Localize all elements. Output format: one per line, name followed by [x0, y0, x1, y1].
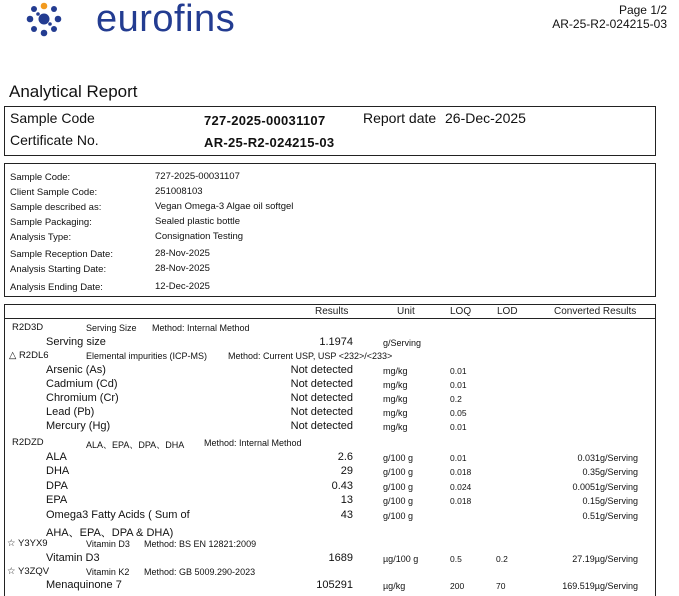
result-value: Not detected: [290, 392, 353, 404]
loq-value: 0.5: [450, 554, 462, 564]
sample-info-value: 727-2025-00031107: [155, 171, 240, 182]
analyte-name: ALA: [46, 451, 67, 463]
lod-value: 70: [496, 581, 506, 591]
analyte-name: DHA: [46, 465, 70, 477]
group-code: ☆ Y3YX9: [7, 538, 48, 549]
unit-value: g/100 g: [383, 452, 414, 463]
sample-info-value: 12-Dec-2025: [155, 281, 210, 292]
analyte-name: EPA: [46, 494, 68, 506]
group-method: Method: BS EN 12821:2009: [144, 538, 257, 549]
converted-value: 169.519µg/Serving: [562, 580, 638, 591]
report-title: Analytical Report: [9, 82, 138, 101]
col-results: Results: [315, 306, 349, 317]
group-method: Method: GB 5009.290-2023: [144, 566, 256, 577]
unit-value: µg/kg: [383, 580, 406, 591]
report-reference: AR-25-R2-024215-03: [552, 17, 667, 31]
analyte-name: Lead (Pb): [46, 406, 95, 418]
group-method: Method: Internal Method: [204, 437, 302, 448]
result-value: Not detected: [290, 406, 353, 418]
table-header-divider: [4, 318, 656, 319]
analyte-name: Arsenic (As): [46, 364, 106, 376]
unit-value: g/100 g: [383, 481, 414, 492]
group-method: Method: Internal Method: [152, 322, 250, 333]
page-number: Page 1/2: [618, 3, 667, 17]
sample-info-label: Sample Reception Date:: [10, 249, 113, 260]
result-value: 43: [340, 509, 353, 521]
unit-value: mg/kg: [383, 365, 408, 376]
sample-info-label: Analysis Starting Date:: [10, 264, 107, 275]
result-value: Not detected: [290, 378, 353, 390]
converted-value: 0.35g/Serving: [582, 466, 638, 477]
group-name: Elemental impurities (ICP-MS): [86, 350, 208, 361]
result-value: 2.6: [337, 451, 353, 463]
loq-value: 0.05: [450, 408, 467, 418]
col-lod: LOD: [497, 306, 518, 317]
sample-info-value: Sealed plastic bottle: [155, 216, 241, 227]
converted-value: 27.19µg/Serving: [572, 553, 638, 564]
loq-value: 0.018: [450, 467, 472, 477]
converted-value: 0.031g/Serving: [577, 452, 638, 463]
eurofins-logo: [24, 0, 236, 40]
converted-value: 0.15g/Serving: [582, 495, 638, 506]
result-value: Not detected: [290, 364, 353, 376]
report-date-value: 26-Dec-2025: [445, 110, 526, 126]
sample-info-value: 28-Nov-2025: [155, 248, 210, 259]
result-value: 29: [340, 465, 353, 477]
lod-value: 0.2: [496, 554, 508, 564]
certificate-label: Certificate No.: [10, 132, 99, 148]
unit-value: mg/kg: [383, 393, 408, 404]
group-name: ALA、EPA、DPA、DHA: [86, 439, 185, 450]
unit-value: mg/kg: [383, 407, 408, 418]
group-code: ☆ Y3ZQV: [7, 566, 50, 577]
certificate-value: AR-25-R2-024215-03: [204, 135, 335, 150]
group-name: Vitamin D3: [86, 538, 130, 549]
analyte-name-cont: AHA、EPA、DPA & DHA): [46, 527, 174, 539]
col-converted: Converted Results: [554, 306, 637, 317]
loq-value: 0.01: [450, 366, 467, 376]
analyte-name: Vitamin D3: [46, 552, 100, 564]
group-name: Serving Size: [86, 322, 137, 333]
analyte-name: Serving size: [46, 336, 106, 348]
unit-value: µg/100 g: [383, 553, 419, 564]
analyte-name: Menaquinone 7: [46, 579, 122, 591]
converted-value: 0.51g/Serving: [582, 510, 638, 521]
result-value: 13: [340, 494, 353, 506]
group-code: R2DZD: [12, 437, 44, 448]
sample-info-box: [4, 163, 656, 297]
converted-value: 0.0051g/Serving: [572, 481, 638, 492]
sample-code-label: Sample Code: [10, 110, 95, 126]
col-unit: Unit: [397, 306, 415, 317]
loq-value: 200: [450, 581, 465, 591]
unit-value: g/Serving: [383, 337, 422, 348]
group-code: R2D3D: [12, 322, 44, 333]
unit-value: g/100 g: [383, 495, 414, 506]
sample-info-label: Analysis Ending Date:: [10, 282, 103, 293]
analyte-name: Omega3 Fatty Acids ( Sum of: [46, 509, 190, 521]
sample-code-value: 727-2025-00031107: [204, 113, 326, 128]
unit-value: g/100 g: [383, 510, 414, 521]
analyte-name: Mercury (Hg): [46, 420, 111, 432]
loq-value: 0.01: [450, 422, 467, 432]
sample-info-value: 28-Nov-2025: [155, 263, 210, 274]
loq-value: 0.01: [450, 380, 467, 390]
sample-info-value: 251008103: [155, 186, 203, 197]
sample-info-value: Vegan Omega-3 Algae oil softgel: [155, 201, 294, 212]
logo-wordmark: eurofins: [96, 0, 236, 40]
result-value: 1.1974: [319, 336, 353, 348]
report-date-label: Report date: [363, 110, 437, 126]
result-value: 1689: [328, 552, 353, 564]
loq-value: 0.2: [450, 394, 462, 404]
col-loq: LOQ: [450, 306, 472, 317]
result-value: 0.43: [331, 480, 353, 492]
unit-value: g/100 g: [383, 466, 414, 477]
group-name: Vitamin K2: [86, 566, 130, 577]
unit-value: mg/kg: [383, 421, 408, 432]
sample-info-value: Consignation Testing: [155, 231, 244, 242]
unit-value: mg/kg: [383, 379, 408, 390]
group-code: △ R2DL6: [9, 350, 49, 361]
sample-info-label: Sample described as:: [10, 202, 102, 213]
sample-info-label: Sample Packaging:: [10, 217, 92, 228]
loq-value: 0.01: [450, 453, 467, 463]
sample-info-label: Analysis Type:: [10, 232, 72, 243]
loq-value: 0.018: [450, 496, 472, 506]
analyte-name: Chromium (Cr): [46, 392, 119, 404]
group-method: Method: Current USP, USP <232>/<233>: [228, 350, 393, 361]
analyte-name: DPA: [46, 480, 68, 492]
analyte-name: Cadmium (Cd): [46, 378, 118, 390]
sample-info-label: Client Sample Code:: [10, 187, 98, 198]
loq-value: 0.024: [450, 482, 472, 492]
result-value: 105291: [316, 579, 353, 591]
sample-info-label: Sample Code:: [10, 172, 71, 183]
eurofins-logo-icon: [24, 0, 64, 40]
result-value: Not detected: [290, 420, 353, 432]
